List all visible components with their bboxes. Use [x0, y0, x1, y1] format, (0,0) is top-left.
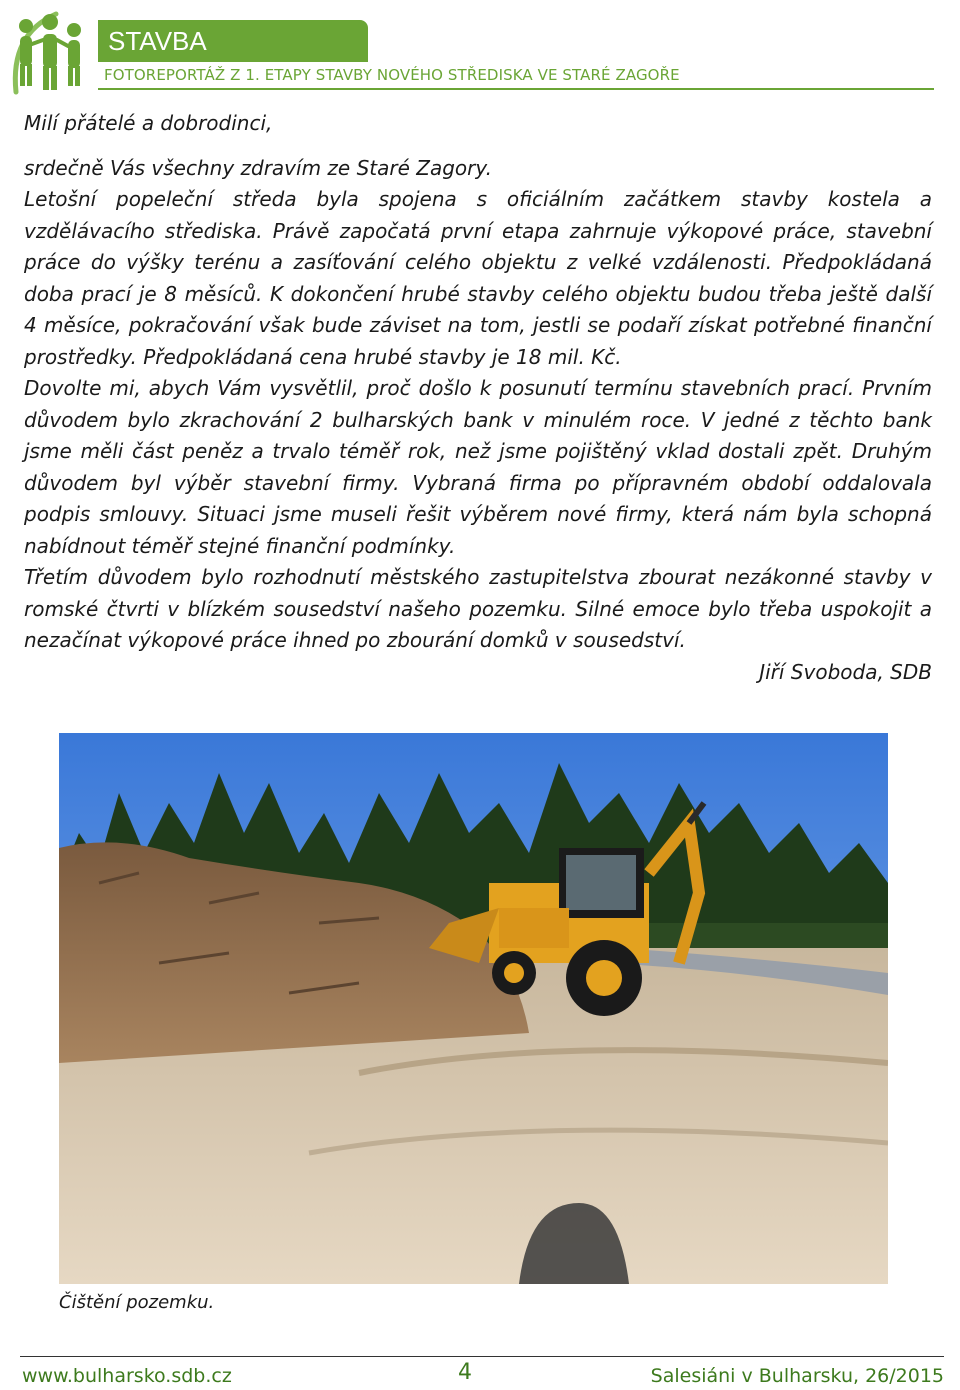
section-subtitle: FOTOREPORTÁŽ Z 1. ETAPY STAVBY NOVÉHO STŘEDISKA VE STARÉ ZAGOŘE: [104, 66, 680, 84]
header-divider: [98, 88, 934, 90]
page-number: 4: [458, 1360, 472, 1385]
footer-divider: [20, 1356, 944, 1357]
salesian-people-logo-icon: [6, 4, 98, 100]
section-title: STAVBA: [98, 20, 368, 62]
footer-website-link[interactable]: www.bulharsko.sdb.cz: [22, 1365, 232, 1387]
letter-salutation: Milí přátelé a dobrodinci,: [24, 111, 273, 135]
letter-paragraph: Dovolte mi, abych Vám vysvětlil, proč došlo k posunutí termínu stavebních prací. Prvním důvodem bylo zkrachování 2 bulharských bank v minulém roce. V jedné z těchto bank jsme měli část peněz a trvalo téměř rok, než jsme pojištěný vklad dostali zpět. Druhým důvodem byl výběr stavební firmy. Vybraná firma po přípravném období oddalovala podpis smlouvy. Situaci jsme museli řešit výběrem nové firmy, která nám byla schopná nabídnout téměř stejné finanční podmínky.: [24, 376, 932, 558]
letter-signature: Jiří Svoboda, SDB: [759, 659, 932, 684]
letter-paragraph: Třetím důvodem bylo rozhodnutí městského zastupitelstva zbourat nezákonné stavby v romské čtvrti v blízkém sousedství našeho pozemku. Silné emoce bylo třeba uspokojit a nezačínat výkopové práce ihned po zbourání domků v sousedství.: [24, 565, 932, 652]
footer-publication: Salesiáni v Bulharsku, 26/2015: [650, 1365, 944, 1387]
photo-caption: Čištění pozemku.: [59, 1292, 215, 1313]
letter-paragraph: Letošní popeleční středa byla spojena s oficiálním začátkem stavby kostela a vzdělávacího střediska. Právě započatá první etapa zahrnuje výkopové práce, stavební práce do výšky terénu a zasíťování celého objektu z velké vzdálenosti. Předpokládaná doba prací je 8 měsíců. K dokončení hrubé stavby celého objektu budou třeba ještě další 4 měsíce, pokračování však bude záviset na tom, jestli se podaří získat potřebné finanční prostředky. Předpokládaná cena hrubé stavby je 18 mil. Kč.: [24, 187, 932, 369]
letter-paragraph: srdečně Vás všechny zdravím ze Staré Zagory.: [24, 155, 493, 180]
letter-body: [24, 108, 932, 688]
construction-site-photo: [59, 733, 888, 1284]
